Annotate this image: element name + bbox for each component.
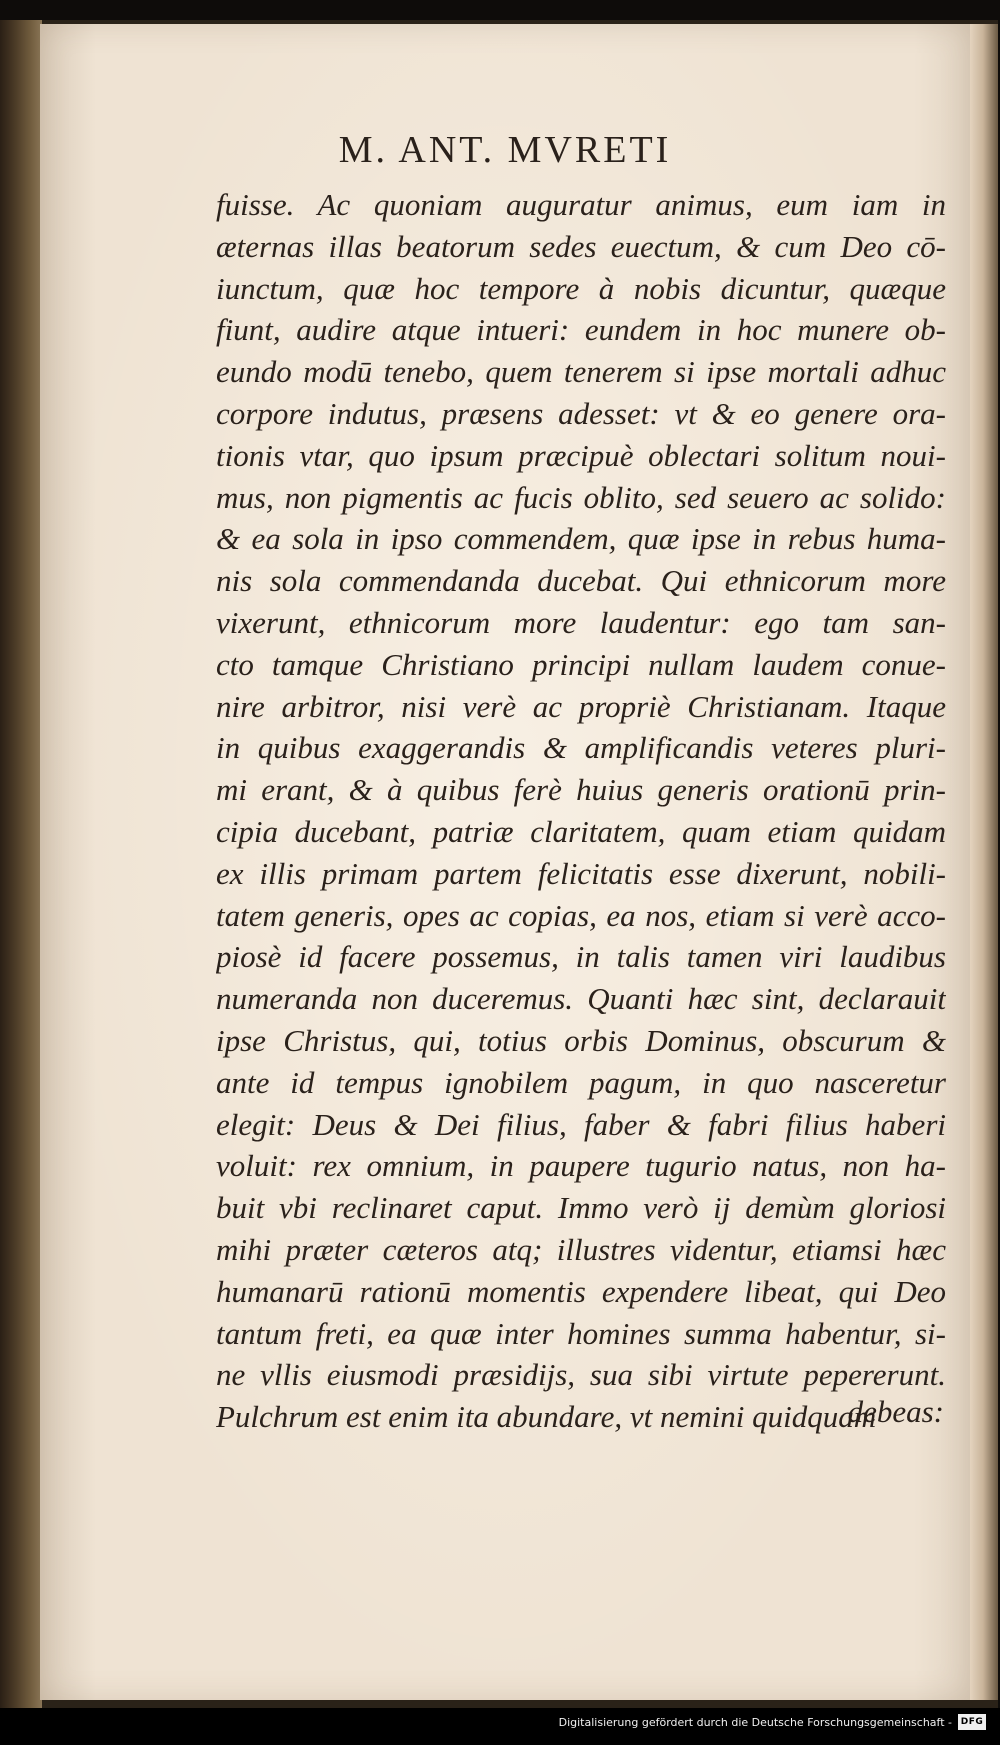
text-line: mi erant, & à quibus ferè huius generis orationū prin- (216, 772, 946, 808)
text-line: corpore indutus, præsens adesset: vt & eo genere ora- (216, 395, 946, 431)
text-line: elegit: Deus & Dei filius, faber & fabri filius haberi (216, 1106, 946, 1142)
catchword: debeas: (847, 1394, 944, 1429)
text-line: tionis vtar, quo ipsum præcipuè oblectari solitum noui- (216, 437, 946, 473)
text-line: ipse Christus, qui, totius orbis Dominus, obscurum & (216, 1022, 946, 1058)
text-line: mihi præter cæteros atq; illustres videntur, etiamsi hæc (216, 1231, 946, 1267)
text-line: cto tamque Christiano principi nullam laudem conue- (216, 646, 946, 682)
running-head: M. ANT. MVRETI (338, 129, 672, 171)
book-binding (0, 20, 42, 1708)
text-line: tatem generis, opes ac copias, ea nos, etiam si verè acco- (216, 897, 946, 933)
text-line: iunctum, quæ hoc tempore à nobis dicuntur, quæque (216, 270, 946, 306)
body-text (216, 184, 946, 1438)
text-line: humanarū rationū momentis expendere libeat, qui Deo (216, 1273, 946, 1309)
text-line: buit vbi reclinaret caput. Immo verò ij demùm gloriosi (216, 1190, 946, 1226)
funding-credit: Digitalisierung gefördert durch die Deutsche Forschungsgemeinschaft - (558, 1716, 952, 1729)
text-line: voluit: rex omnium, in paupere tugurio natus, non ha- (216, 1148, 946, 1184)
text-line: in quibus exaggerandis & amplificandis veteres pluri- (216, 730, 946, 766)
text-line: Pulchrum est enim ita abundare, vt nemini quidquam (216, 1399, 877, 1435)
text-line: & ea sola in ipso commendem, quæ ipse in rebus huma- (216, 521, 946, 557)
text-line: vixerunt, ethnicorum more laudentur: ego tam san- (216, 604, 946, 640)
text-line: ante id tempus ignobilem pagum, in quo nasceretur (216, 1064, 946, 1100)
dfg-logo: DFG (958, 1714, 986, 1730)
text-line: fiunt, audire atque intueri: eundem in hoc munere ob- (216, 312, 946, 348)
text-line: tantum freti, ea quæ inter homines summa habentur, si- (216, 1315, 946, 1351)
text-line: nis sola commendanda ducebat. Qui ethnicorum more (216, 563, 946, 599)
text-line: ex illis primam partem felicitatis esse dixerunt, nobili- (216, 855, 946, 891)
text-line: æternas illas beatorum sedes euectum, & cum Deo cō- (216, 228, 946, 264)
text-line: cipia ducebant, patriæ claritatem, quam etiam quidam (216, 813, 946, 849)
text-line: numeranda non duceremus. Quanti hæc sint, declarauit (216, 981, 946, 1017)
text-line: eundo modū tenebo, quem tenerem si ipse mortali adhuc (216, 354, 946, 390)
text-line: fuisse. Ac quoniam auguratur animus, eum iam in (216, 187, 946, 222)
page-edge (968, 24, 998, 1700)
text-line: piosè id facere possemus, in talis tamen viri laudibus (216, 939, 946, 975)
text-line: ne vllis eiusmodi præsidijs, sua sibi virtute pepererunt. (216, 1357, 946, 1393)
book-page (40, 24, 970, 1700)
text-line: mus, non pigmentis ac fucis oblito, sed seuero ac solido: (216, 479, 946, 515)
text-line: nire arbitror, nisi verè ac propriè Christianam. Itaque (216, 688, 946, 724)
